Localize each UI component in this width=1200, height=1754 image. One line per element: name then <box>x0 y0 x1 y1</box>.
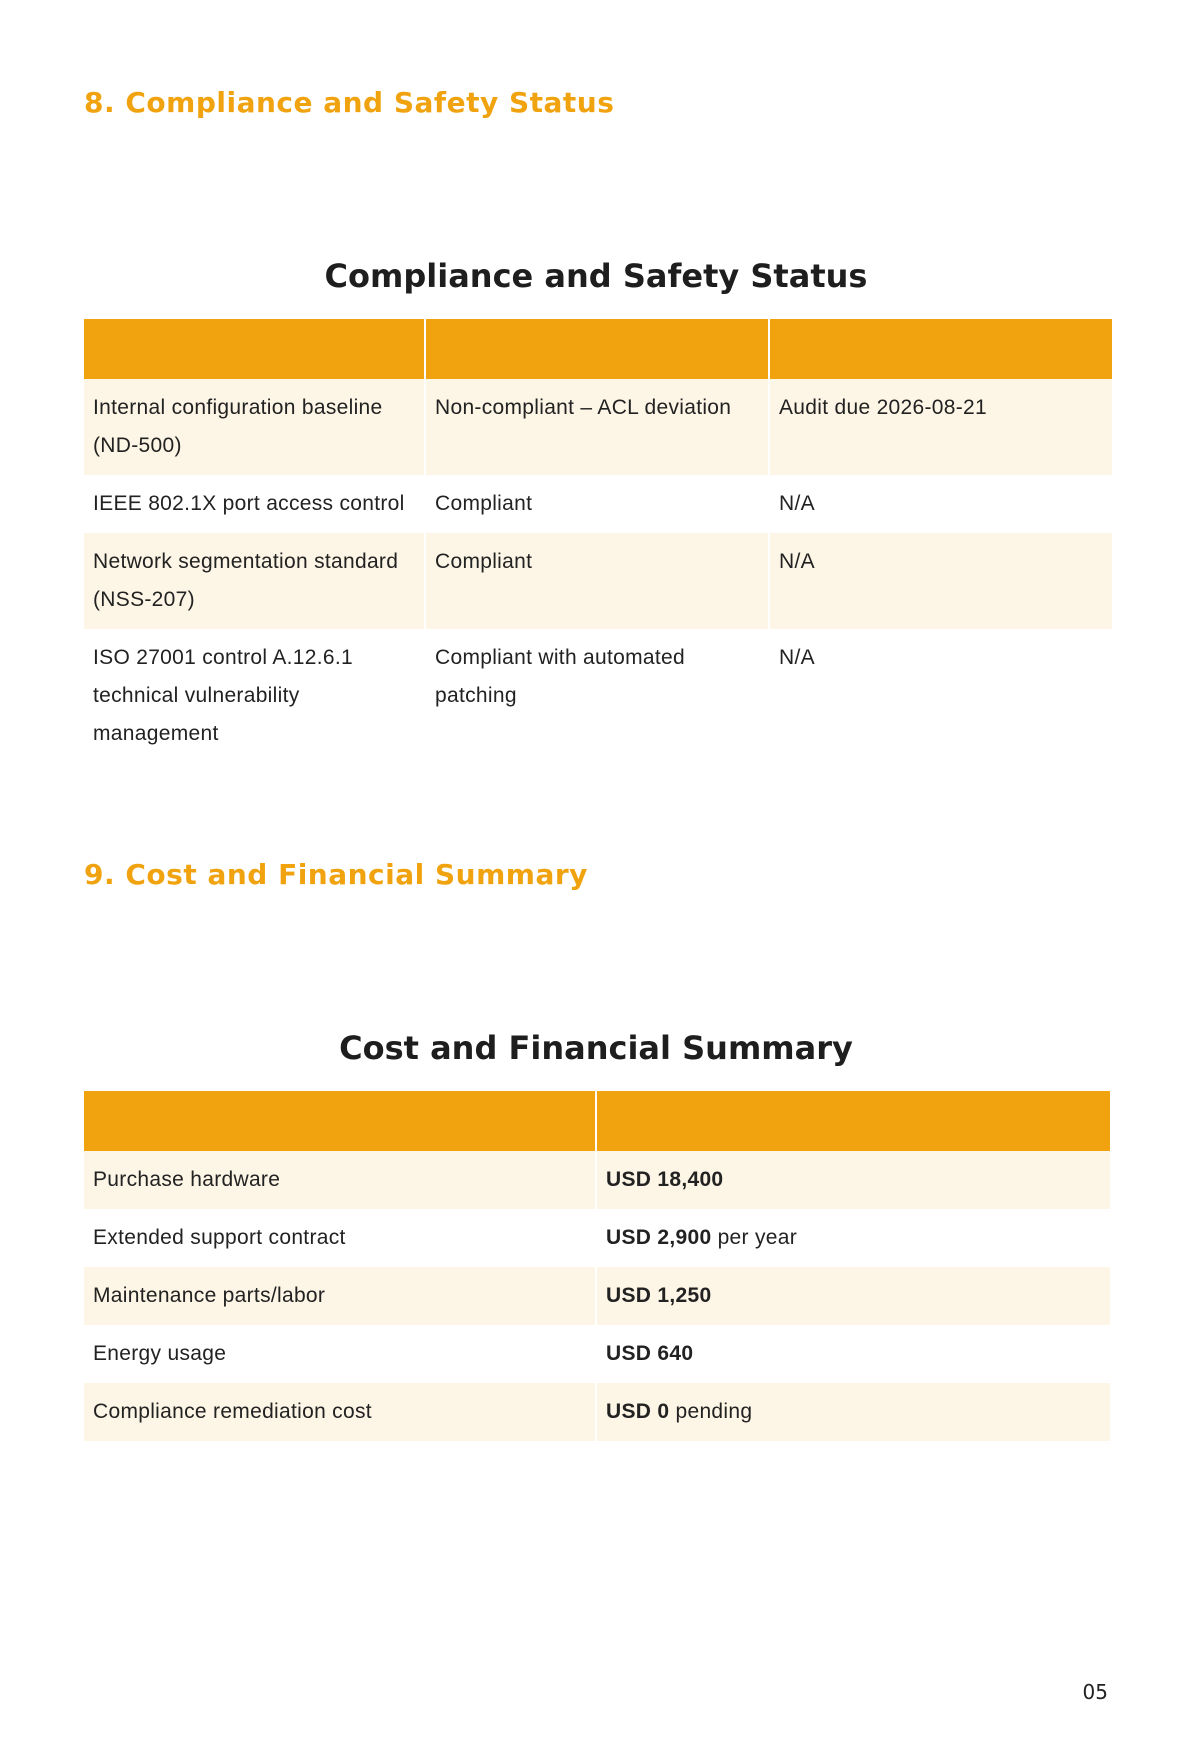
table-row <box>84 1325 1110 1383</box>
table-cell-cost <box>597 1151 1110 1209</box>
table-row <box>84 533 1112 629</box>
table-row <box>84 475 1112 533</box>
cost-amount: USD 0 <box>606 1400 670 1423</box>
table-cell-action: Audit due 2026-08-21 <box>770 379 1112 475</box>
table-cell-action: N/A <box>770 629 1112 763</box>
table-cell-requirement: IEEE 802.1X port access control <box>84 475 424 533</box>
table-cell-requirement: Network segmentation standard (NSS-207) <box>84 533 424 629</box>
table-cell-item: Energy usage <box>84 1325 595 1383</box>
table-title-compliance: Compliance and Safety Status <box>324 257 868 295</box>
table-row <box>84 1151 1110 1209</box>
table-header-cell <box>84 1091 595 1151</box>
document-page <box>84 0 1108 1754</box>
table-header-row <box>84 1091 1110 1151</box>
table-cell-item: Compliance remediation cost <box>84 1383 595 1441</box>
cost-suffix: per year <box>711 1226 798 1249</box>
cost-amount: USD 2,900 <box>606 1226 712 1249</box>
cost-suffix: pending <box>669 1400 753 1423</box>
table-cell-item: Maintenance parts/labor <box>84 1267 595 1325</box>
cost-amount: USD 18,400 <box>606 1168 724 1191</box>
table-cell-item: Extended support contract <box>84 1209 595 1267</box>
cost-table <box>82 1091 1112 1441</box>
compliance-table <box>82 319 1114 763</box>
section-heading-cost: 9. Cost and Financial Summary <box>84 858 588 891</box>
table-row <box>84 379 1112 475</box>
table-cell-cost <box>597 1325 1110 1383</box>
table-cell-status: Compliant <box>426 475 768 533</box>
table-cell-status: Non-compliant – ACL deviation <box>426 379 768 475</box>
table-cell-item: Purchase hardware <box>84 1151 595 1209</box>
table-title-cost: Cost and Financial Summary <box>339 1029 853 1067</box>
table-cell-cost <box>597 1383 1110 1441</box>
table-row <box>84 1267 1110 1325</box>
table-cell-status: Compliant with automated patching <box>426 629 768 763</box>
cost-amount: USD 640 <box>606 1342 694 1365</box>
table-header-cell <box>84 319 424 379</box>
table-row <box>84 1209 1110 1267</box>
table-cell-requirement: ISO 27001 control A.12.6.1 technical vulnerability management <box>84 629 424 763</box>
cost-amount: USD 1,250 <box>606 1284 712 1307</box>
table-cell-cost <box>597 1209 1110 1267</box>
table-header-cell <box>426 319 768 379</box>
table-header-row <box>84 319 1112 379</box>
table-cell-requirement: Internal configuration baseline (ND-500) <box>84 379 424 475</box>
table-header-cell <box>770 319 1112 379</box>
table-cell-action: N/A <box>770 533 1112 629</box>
table-cell-cost <box>597 1267 1110 1325</box>
page-number: 05 <box>1082 1680 1108 1704</box>
section-heading-compliance: 8. Compliance and Safety Status <box>84 86 615 119</box>
table-cell-status: Compliant <box>426 533 768 629</box>
table-header-cell <box>597 1091 1110 1151</box>
table-row <box>84 629 1112 763</box>
table-row <box>84 1383 1110 1441</box>
table-cell-action: N/A <box>770 475 1112 533</box>
